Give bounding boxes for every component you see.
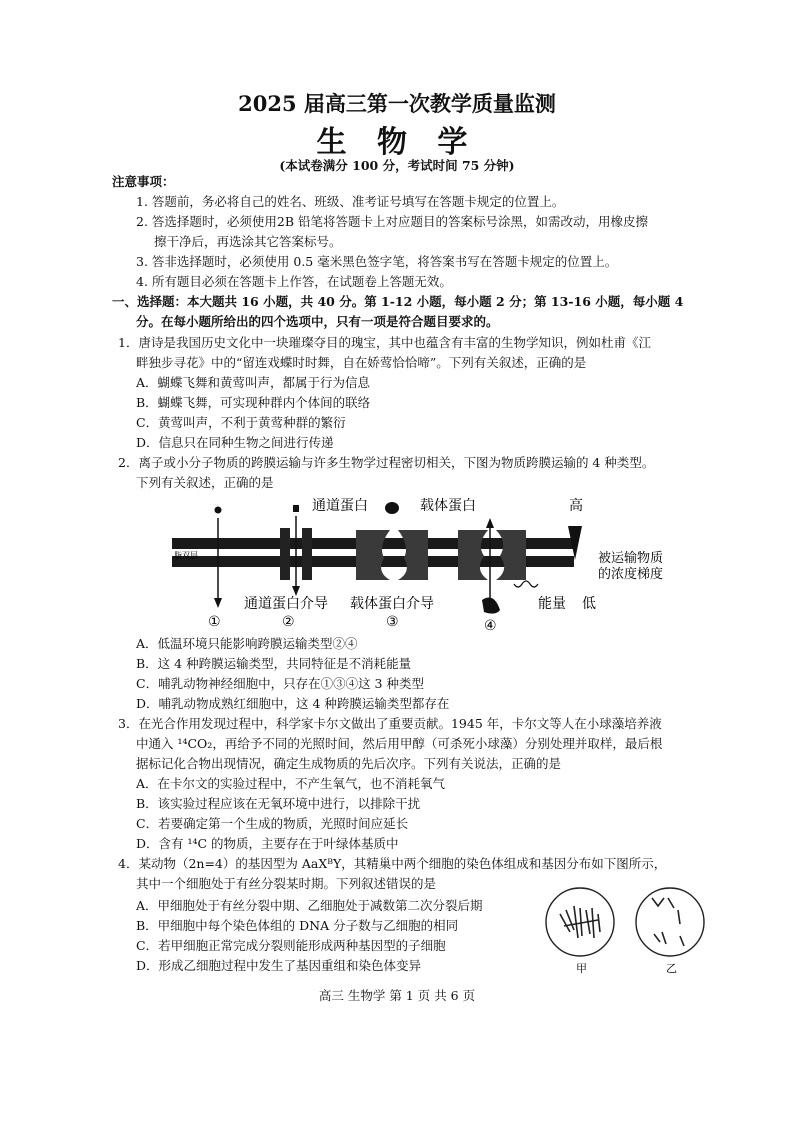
gradient-label: 的浓度梯度 — [598, 567, 664, 582]
arrow-up-icon — [486, 518, 494, 528]
notice-item: 擦干净后，再选涂其它答案标号。 — [154, 234, 342, 249]
question-4-option-d: D．形成乙细胞过程中发生了基因重组和染色体变异 — [136, 958, 422, 973]
type-1-label: ① — [208, 614, 221, 630]
question-3-option-d: D．含有 ¹⁴C 的物质，主要存在于叶绿体基质中 — [136, 836, 399, 851]
notice-item: 3. 答非选择题时，必须使用 0.5 毫米黑色签字笔，将答案书写在答题卡规定的位置上。 — [136, 254, 618, 269]
question-3-option-b: B．该实验过程应该在无氧环境中进行，以排除干扰 — [136, 796, 421, 811]
high-label: 高 — [569, 498, 583, 514]
exam-subtitle: (本试卷满分 100 分，考试时间 75 分钟) — [279, 158, 515, 173]
cell-a-label: 甲 — [576, 962, 587, 975]
carrier-mediated-label: 载体蛋白介导 — [350, 596, 434, 612]
notice-item: 2. 答选择题时，必须使用2B 铅笔将答题卡上对应题目的答案标号涂黑，如需改动，用橡皮擦 — [136, 214, 649, 229]
molecule-ellipse — [385, 502, 399, 514]
question-1-option-b: B．蝴蝶飞舞，可实现种群内个体间的联络 — [136, 395, 371, 410]
question-2-option-d: D．哺乳动物成熟红细胞中，这 4 种跨膜运输类型都存在 — [136, 696, 450, 711]
question-1-stem: 畔独步寻花》中的“留连戏蝶时时舞，自在娇莺恰恰啼”。下列有关叙述，正确的是 — [136, 355, 587, 370]
notice-label: 注意事项： — [112, 174, 175, 189]
question-2-stem: 2．离子或小分子物质的跨膜运输与许多生物学过程密切相关，下图为物质跨膜运输的 4 种类型。 — [118, 455, 655, 470]
exam-title: 2025 届高三第一次教学质量监测 — [238, 91, 556, 116]
cell-division-figure — [540, 880, 720, 980]
arrow-down-icon — [292, 586, 300, 596]
question-2-option-c: C．哺乳动物神经细胞中，只存在①③④这 3 种类型 — [136, 676, 424, 691]
carrier-protein-label: 载体蛋白 — [420, 498, 476, 514]
type-3-label: ③ — [386, 614, 399, 630]
question-3-option-c: C．若要确定第一个生成的物质，光照时间应延长 — [136, 816, 409, 831]
molecule-dot — [215, 507, 222, 514]
question-4-stem: 4．某动物（2n=4）的基因型为 AaXᴮY，其精巢中两个细胞的染色体组成和基因分布如下图所示， — [118, 856, 667, 871]
notice-item: 1. 答题前，务必将自己的姓名、班级、准考证号填写在答题卡规定的位置上。 — [136, 194, 565, 209]
channel-mediated-label: 通道蛋白介导 — [244, 596, 328, 612]
membrane-transport-diagram — [170, 488, 690, 640]
question-4-option-a: A．甲细胞处于有丝分裂中期、乙细胞处于减数第二次分裂后期 — [136, 898, 483, 913]
question-1-option-c: C．黄莺叫声，不利于黄莺种群的繁衍 — [136, 415, 346, 430]
question-2-stem: 下列有关叙述，正确的是 — [136, 475, 274, 490]
energy-label: 能量 — [538, 596, 566, 612]
question-3-stem: 据标记化合物出现情况，确定生成物质的先后次序。下列有关说法，正确的是 — [136, 756, 562, 771]
question-1-option-a: A．蝴蝶飞舞和黄莺叫声，都属于行为信息 — [136, 375, 371, 390]
subject-title: 生 物 学 — [316, 125, 478, 160]
channel-protein-label: 通道蛋白 — [312, 498, 368, 514]
type-2-label: ② — [282, 614, 295, 630]
question-1-option-d: D．信息只在同种生物之间进行传递 — [136, 435, 334, 450]
question-3-option-a: A．在卡尔文的实验过程中，不产生氧气，也不消耗氧气 — [136, 776, 446, 791]
notice-item: 4. 所有题目必须在答题卡上作答，在试题卷上答题无效。 — [136, 274, 452, 289]
question-4-option-c: C．若甲细胞正常完成分裂则能形成两种基因型的子细胞 — [136, 938, 446, 953]
type-4-label: ④ — [484, 618, 497, 634]
question-1-stem: 1．唐诗是我国历史文化中一块璀璨夺目的瑰宝，其中也蕴含有丰富的生物学知识，例如杜甫《江 — [118, 335, 651, 350]
lipid-bilayer-label: 脂双层 — [174, 551, 198, 560]
question-4-option-b: B．甲细胞中每个染色体组的 DNA 分子数与乙细胞的相同 — [136, 918, 459, 933]
arrow-down-icon — [214, 598, 222, 608]
energy-wave — [514, 581, 538, 587]
cell-b-label: 乙 — [666, 962, 677, 975]
question-4-stem: 其中一个细胞处于有丝分裂某时期。下列叙述错误的是 — [136, 876, 437, 891]
channel-protein-left — [280, 528, 290, 580]
section-heading: 一、选择题：本大题共 16 小题，共 40 分。第 1-12 小题，每小题 2 分；第 13-16 小题，每小题 4 — [112, 294, 684, 309]
low-label: 低 — [582, 596, 596, 612]
question-3-stem: 中通入 ¹⁴CO₂，再给予不同的光照时间，然后用甲醇（可杀死小球藻）分别处理并取样，最后根 — [136, 736, 663, 751]
molecule-square — [293, 505, 299, 512]
question-2-option-b: B．这 4 种跨膜运输类型，共同特征是不消耗能量 — [136, 656, 412, 671]
page-footer: 高三 生物学 第 1 页 共 6 页 — [318, 988, 476, 1003]
cell-a-chromosomes — [560, 906, 600, 938]
cell-a-outline — [546, 888, 614, 956]
cell-b-outline — [636, 888, 704, 956]
gradient-label: 被运输物质 — [598, 551, 664, 566]
section-heading: 分。在每小题所给出的四个选项中，只有一项是符合题目要求的。 — [136, 314, 499, 329]
question-2-option-a: A．低温环境只能影响跨膜运输类型②④ — [136, 636, 358, 651]
channel-protein-right — [302, 528, 312, 580]
question-3-stem: 3．在光合作用发现过程中，科学家卡尔文做出了重要贡献。1945 年，卡尔文等人在小球藻培养液 — [118, 716, 662, 731]
cell-b-chromosomes — [652, 898, 684, 946]
transported-molecule — [482, 598, 500, 614]
